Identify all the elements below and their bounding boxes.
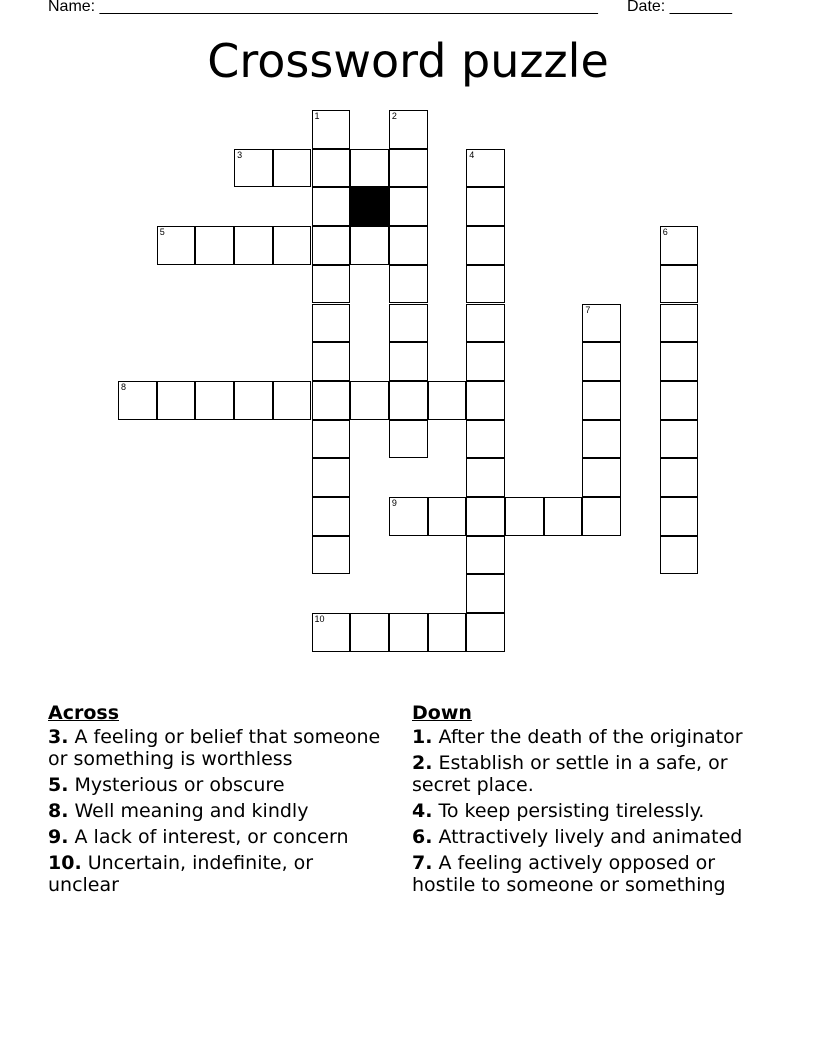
- down-clues: [412, 702, 762, 900]
- grid-cell[interactable]: [582, 304, 621, 343]
- grid-cell[interactable]: [350, 226, 389, 265]
- clue-number: 6: [662, 227, 668, 238]
- clue-number: 2: [391, 111, 397, 121]
- grid-cell[interactable]: [312, 110, 351, 149]
- across-clue: [48, 800, 388, 822]
- across-clue: [48, 826, 388, 848]
- grid-cell[interactable]: [389, 613, 428, 652]
- clue-text: A feeling or belief that someone or something is worthless: [48, 726, 381, 770]
- grid-cell[interactable]: [389, 226, 428, 265]
- grid-cell[interactable]: [582, 458, 621, 497]
- grid-cell[interactable]: [660, 304, 699, 343]
- grid-cell[interactable]: [428, 497, 467, 536]
- grid-cell[interactable]: [466, 497, 505, 536]
- clue-number: 5: [159, 227, 165, 238]
- clue-text: After the death of the originator: [438, 726, 743, 748]
- grid-cell[interactable]: [273, 381, 312, 420]
- clue-text: Mysterious or obscure: [74, 774, 285, 796]
- grid-cell[interactable]: [466, 458, 505, 497]
- grid-cell[interactable]: [195, 226, 234, 265]
- grid-cell[interactable]: [660, 381, 699, 420]
- clue-text: Well meaning and kindly: [74, 800, 309, 822]
- grid-cell[interactable]: [660, 536, 699, 575]
- clue-num: 8.: [48, 800, 69, 822]
- grid-cell[interactable]: [466, 381, 505, 420]
- grid-cell[interactable]: [389, 265, 428, 304]
- grid-cell[interactable]: [466, 536, 505, 575]
- grid-cell[interactable]: [350, 613, 389, 652]
- grid-cell[interactable]: [389, 420, 428, 459]
- clue-text: Establish or settle in a safe, or secret place.: [412, 752, 728, 796]
- clue-num: 3.: [48, 726, 69, 748]
- grid-cell[interactable]: [312, 613, 351, 652]
- grid-cell[interactable]: [389, 149, 428, 188]
- down-heading: Down: [412, 702, 472, 724]
- grid-cell[interactable]: [312, 420, 351, 459]
- grid-cell[interactable]: [312, 304, 351, 343]
- down-clue: [412, 752, 762, 796]
- clue-number: 1: [314, 111, 320, 121]
- grid-cell[interactable]: [118, 381, 157, 420]
- grid-cell[interactable]: [582, 381, 621, 420]
- page-title: Crossword puzzle: [207, 34, 609, 88]
- grid-cell[interactable]: [312, 226, 351, 265]
- clue-number: 7: [585, 304, 591, 315]
- down-clue: [412, 852, 762, 896]
- grid-cell[interactable]: [466, 226, 505, 265]
- date-field[interactable]: Date: _______: [627, 0, 732, 15]
- across-clue: [48, 726, 388, 770]
- grid-cell[interactable]: [660, 420, 699, 459]
- grid-cell[interactable]: [273, 149, 312, 188]
- grid-cell[interactable]: [466, 187, 505, 226]
- down-clue: [412, 800, 762, 822]
- grid-cell[interactable]: [428, 381, 467, 420]
- clue-num: 4.: [412, 800, 433, 822]
- grid-cell[interactable]: [582, 420, 621, 459]
- grid-cell[interactable]: [389, 497, 428, 536]
- grid-cell[interactable]: [466, 265, 505, 304]
- across-clue: [48, 852, 388, 896]
- grid-cell[interactable]: [582, 342, 621, 381]
- grid-cell[interactable]: [428, 613, 467, 652]
- grid-cell[interactable]: [389, 381, 428, 420]
- grid-cell[interactable]: [660, 226, 699, 265]
- black-cell: [350, 187, 389, 226]
- clue-num: 6.: [412, 826, 433, 848]
- clue-num: 5.: [48, 774, 69, 796]
- grid-cell[interactable]: [312, 342, 351, 381]
- grid-cell[interactable]: [660, 458, 699, 497]
- down-clue: [412, 726, 762, 748]
- clue-num: 1.: [412, 726, 433, 748]
- clue-number: 9: [391, 498, 397, 508]
- grid-cell[interactable]: [582, 497, 621, 536]
- clue-num: 7.: [412, 852, 433, 874]
- grid-cell[interactable]: [660, 265, 699, 304]
- grid-cell[interactable]: [234, 381, 273, 420]
- grid-cell[interactable]: [389, 187, 428, 226]
- grid-cell[interactable]: [389, 342, 428, 381]
- grid-cell[interactable]: [312, 458, 351, 497]
- across-clue: [48, 774, 388, 796]
- clue-text: Attractively lively and animated: [438, 826, 743, 848]
- grid-cell[interactable]: [273, 226, 312, 265]
- down-clue: [412, 826, 762, 848]
- grid-cell[interactable]: [544, 497, 583, 536]
- grid-cell[interactable]: [312, 187, 351, 226]
- grid-cell[interactable]: [312, 149, 351, 188]
- grid-cell[interactable]: [466, 574, 505, 613]
- grid-cell[interactable]: [157, 226, 196, 265]
- grid-cell[interactable]: [505, 497, 544, 536]
- grid-cell[interactable]: [312, 265, 351, 304]
- name-field[interactable]: Name: ________________________________________________________: [48, 0, 598, 15]
- clue-text: A lack of interest, or concern: [74, 826, 349, 848]
- grid-cell[interactable]: [660, 342, 699, 381]
- grid-cell[interactable]: [466, 304, 505, 343]
- clue-num: 9.: [48, 826, 69, 848]
- across-clues: [48, 702, 388, 900]
- clue-text: To keep persisting tirelessly.: [438, 800, 705, 822]
- grid-cell[interactable]: [466, 149, 505, 188]
- clue-number: 4: [469, 149, 475, 160]
- grid-cell[interactable]: [234, 226, 273, 265]
- clue-text: A feeling actively opposed or hostile to someone or something: [412, 852, 726, 896]
- clue-num: 10.: [48, 852, 82, 874]
- clue-number: 10: [314, 614, 325, 625]
- grid-cell[interactable]: [466, 420, 505, 459]
- grid-cell[interactable]: [466, 342, 505, 381]
- clue-num: 2.: [412, 752, 433, 774]
- grid-cell[interactable]: [466, 613, 505, 652]
- grid-cell[interactable]: [312, 381, 351, 420]
- grid-cell[interactable]: [389, 110, 428, 149]
- grid-cell[interactable]: [660, 497, 699, 536]
- grid-cell[interactable]: [312, 497, 351, 536]
- across-heading: Across: [48, 702, 120, 724]
- grid-cell[interactable]: [389, 304, 428, 343]
- grid-cell[interactable]: [312, 536, 351, 575]
- clue-text: Uncertain, indefinite, or unclear: [48, 852, 314, 896]
- grid-cell[interactable]: [234, 149, 273, 188]
- grid-cell[interactable]: [350, 149, 389, 188]
- clue-number: 8: [121, 381, 127, 392]
- grid-cell[interactable]: [350, 381, 389, 420]
- clue-number: 3: [237, 149, 243, 160]
- grid-cell[interactable]: [157, 381, 196, 420]
- grid-cell[interactable]: [195, 381, 234, 420]
